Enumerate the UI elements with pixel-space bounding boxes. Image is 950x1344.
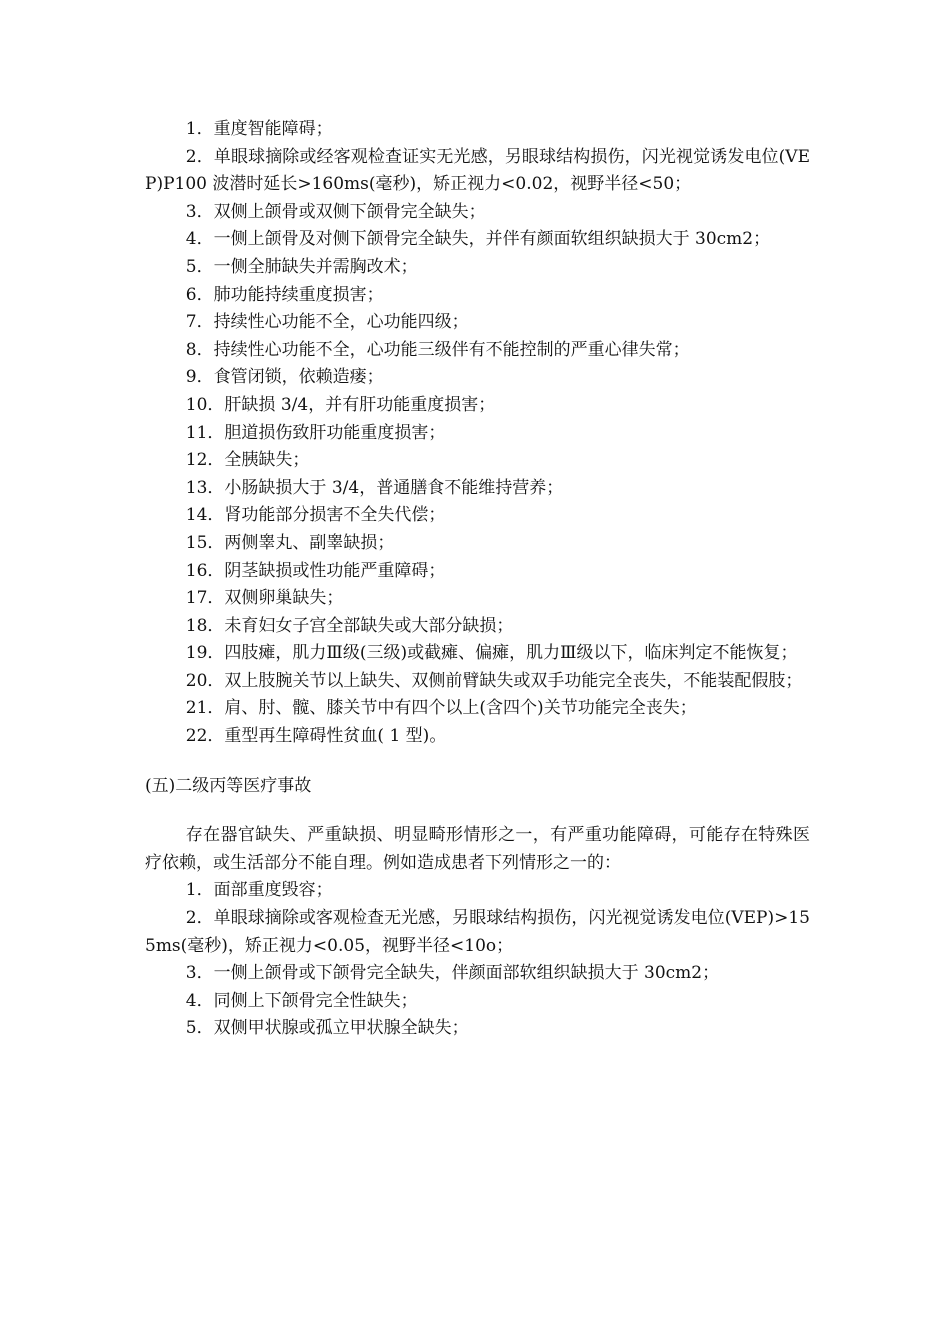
list-item: 9．食管闭锁，依赖造瘘； (185, 367, 384, 388)
list-item: 14．肾功能部分损害不全失代偿； (185, 505, 446, 526)
list-item: 21．肩、肘、髋、膝关节中有四个以上(含四个)关节功能完全丧失； (185, 698, 697, 719)
list-item: 5．一侧全肺缺失并需胸改术； (185, 256, 418, 277)
list-item: 19．四肢瘫，肌力Ⅲ级(三级)或截瘫、偏瘫，肌力Ⅲ级以下，临床判定不能恢复； (185, 643, 798, 664)
document-page (145, 116, 810, 1043)
list-item: 4．同侧上下颌骨完全性缺失； (185, 990, 418, 1011)
list-item: 1．重度智能障碍； (185, 119, 333, 139)
list-item: 4．一侧上颌骨及对侧下颌骨完全缺失，并伴有颜面软组织缺损大于 30cm2； (185, 229, 771, 250)
list-item: 15．两侧睾丸、副睾缺损； (185, 532, 395, 553)
list-item: 2．单眼球摘除或经客观检查证实无光感，另眼球结构损伤，闪光视觉诱发电位(VEP)P100 波潜时延长>160ms(毫秒)，矫正视力<0.02，视野半径<50； (145, 146, 810, 195)
list-item: 11．胆道损伤致肝功能重度损害； (185, 422, 446, 443)
list-item: 6．肺功能持续重度损害； (185, 284, 384, 305)
list-item: 16．阴茎缺损或性功能严重障碍； (185, 560, 446, 581)
list-item: 5．双侧甲状腺或孤立甲状腺全缺失； (185, 1018, 469, 1039)
list-item: 12．全胰缺失； (185, 450, 310, 471)
intro-paragraph: 存在器官缺失、严重缺损、明显畸形情形之一，有严重功能障碍，可能存在特殊医疗依赖，或生活部分不能自理。例如造成患者下列情形之一的： (145, 825, 810, 873)
list-item: 13．小肠缺损大于 3/4，普通膳食不能维持营养； (185, 477, 564, 498)
list-item: 10．肝缺损 3/4，并有肝功能重度损害； (185, 394, 496, 415)
list-item: 7．持续性心功能不全，心功能四级； (185, 312, 469, 333)
list-item: 3．双侧上颌骨或双侧下颌骨完全缺失； (185, 201, 486, 222)
list-item: 22．重型再生障碍性贫血( 1 型)。 (185, 726, 447, 747)
list-item: 20．双上肢腕关节以上缺失、双侧前臂缺失或双手功能完全丧失，不能装配假肢； (185, 670, 803, 691)
list-item: 17．双侧卵巢缺失； (185, 588, 344, 609)
list-item: 18．未育妇女子宫全部缺失或大部分缺损； (185, 615, 514, 636)
list-item: 1．面部重度毁容； (185, 880, 333, 901)
list-item: 3．一侧上颌骨或下颌骨完全缺失，伴颜面部软组织缺损大于 30cm2； (185, 963, 720, 984)
section-heading: (五)二级丙等医疗事故 (145, 775, 312, 796)
list-item: 2．单眼球摘除或客观检查无光感，另眼球结构损伤，闪光视觉诱发电位(VEP)>155ms(毫秒)，矫正视力<0.05，视野半径<10o； (145, 908, 810, 956)
list-item: 8．持续性心功能不全，心功能三级伴有不能控制的严重心律失常； (185, 339, 690, 360)
